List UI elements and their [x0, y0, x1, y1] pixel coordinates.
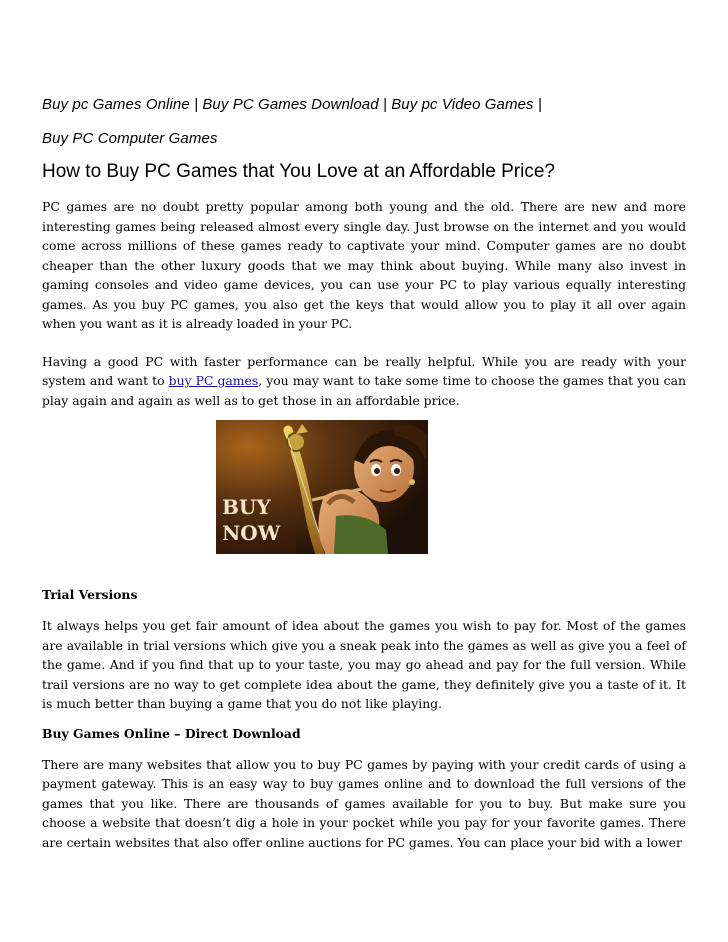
- content-sections: [42, 585, 686, 852]
- buy-now-game-image: [216, 420, 428, 554]
- buy-pc-games-link[interactable]: buy PC games: [168, 373, 259, 388]
- intro-p2-after: , you may want to take some time to choose the games that you can play again and again as well as to get those in an affordable price.: [42, 373, 686, 408]
- intro-p2-before: Having a good PC with faster performance can be really helpful. While you are ready with your system and want to: [42, 353, 686, 388]
- intro-paragraph-1: PC games are no doubt pretty popular among both young and the old. There are new and more interesting games being released almost every single day. Just browse on the internet and you would come across millions of these games ready to captivate your mind. Computer games are no doubt cheaper than the other luxury goods that we may think about buying. While many also invest in gaming consoles and video game devices, you can use your PC to play various equally interesting games. As you buy PC games, you also get the keys that would allow you to play it all over again when you want as it is already loaded in your PC.: [42, 199, 686, 331]
- section-trial-versions: [42, 585, 686, 714]
- document-page: [42, 96, 686, 410]
- intro-paragraph-2: [42, 352, 686, 411]
- header-line-2: Buy PC Computer Games: [42, 130, 218, 147]
- header-line-1: Buy pc Games Online | Buy PC Games Download | Buy pc Video Games |: [42, 96, 542, 113]
- section-heading: Buy Games Online – Direct Download: [42, 725, 301, 741]
- section-direct-download: [42, 724, 686, 853]
- section-body: It always helps you get fair amount of idea about the games you wish to pay for. Most of the games are available in trial versions which give you a sneak peak into the games as well as give you a feel of the game. And if you find that up to your taste, you may go ahead and pay for the full version. While trail versions are no way to get complete idea about the game, they definitely give you a taste of it. It is much better than buying a game that you do not like playing.: [42, 618, 686, 711]
- section-body: There are many websites that allow you to buy PC games by paying with your credit cards of using a payment gateway. This is an easy way to buy games online and to download the full versions of the games that you like. There are thousands of games available for you to buy. But make sure you choose a website that doesn’t dig a hole in your pocket while you pay for your favorite games. There are certain websites that also offer online auctions for PC games. You can place your bid with a lower: [42, 756, 686, 850]
- page-title: How to Buy PC Games that You Love at an Affordable Price?: [42, 161, 555, 182]
- now-label: NOW: [222, 521, 281, 545]
- section-heading: Trial Versions: [42, 587, 138, 602]
- buy-label: BUY: [222, 495, 271, 519]
